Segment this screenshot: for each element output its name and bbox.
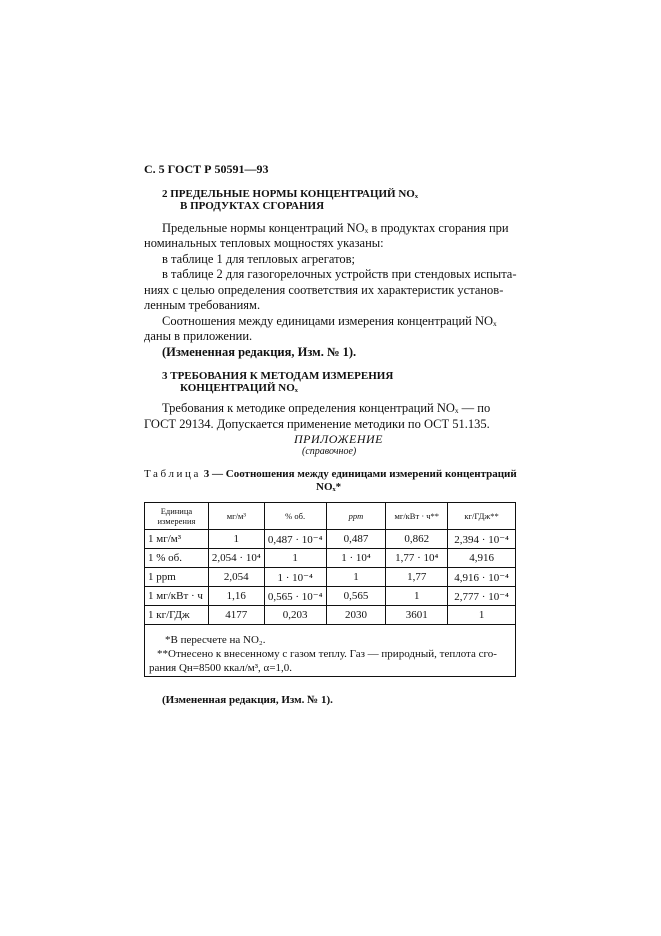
table-cell: 4,916: [448, 549, 516, 568]
section-2-paragraph-line: Предельные нормы концентраций NOₓ в продуктах сгорания при: [162, 221, 509, 235]
table-cell: 0,565 · 10⁻⁴: [264, 587, 326, 606]
table-caption-text: 3 — Соотношения между единицами измерений концентраций: [203, 468, 517, 480]
table-header-cell: мг/кВт · ч**: [386, 503, 448, 530]
section-2-paragraph-line: номинальных тепловых мощностях указаны:: [144, 236, 384, 250]
table-cell: 4177: [208, 606, 264, 625]
appendix-title: ПРИЛОЖЕНИЕ: [294, 432, 383, 446]
units-conversion-table: [144, 502, 516, 625]
appendix-edit-note: (Измененная редакция, Изм. № 1).: [162, 694, 333, 706]
table-cell: 1 мг/м³: [145, 530, 209, 549]
section-3-title-line1: 3 ТРЕБОВАНИЯ К МЕТОДАМ ИЗМЕРЕНИЯ: [162, 370, 394, 382]
table-cell: 0,203: [264, 606, 326, 625]
table-row: [145, 568, 516, 587]
table-row: [145, 549, 516, 568]
table-cell: 1 кг/ГДж: [145, 606, 209, 625]
section-2-title-line2: В ПРОДУКТАХ СГОРАНИЯ: [180, 200, 325, 212]
table-cell: 1: [386, 587, 448, 606]
table-caption-line2: NOₓ*: [316, 481, 342, 493]
table-cell: 1: [448, 606, 516, 625]
table-cell: 1: [326, 568, 386, 587]
section-3-paragraph-line: Требования к методике определения концентраций NOₓ — по: [162, 401, 491, 415]
table-cell: 1,16: [208, 587, 264, 606]
section-2-paragraph-line: ниях с целью определения соответствия их характеристик установ-: [144, 283, 504, 297]
section-2-paragraph-line: в таблице 1 для тепловых агрегатов;: [162, 252, 355, 266]
table-row: [145, 530, 516, 549]
section-2-edit-note: (Измененная редакция, Изм. № 1).: [162, 345, 357, 359]
appendix-subtitle: (справочное): [302, 446, 357, 457]
table-cell: 1: [208, 530, 264, 549]
table-cell: 1 · 10⁻⁴: [264, 568, 326, 587]
table-row: [145, 587, 516, 606]
table-header-cell: % об.: [264, 503, 326, 530]
section-2-paragraph-line: ленным требованиям.: [144, 298, 261, 312]
table-cell: 2,777 · 10⁻⁴: [448, 587, 516, 606]
section-2-paragraph-line: в таблице 2 для газогорелочных устройств при стендовых испыта-: [162, 267, 517, 281]
table-footnotes: [144, 622, 516, 677]
table-cell: 1,77: [386, 568, 448, 587]
table-cell: 4,916 · 10⁻⁴: [448, 568, 516, 587]
table-caption: [144, 468, 516, 480]
table-cell: 0,565: [326, 587, 386, 606]
table-header-cell: ppm: [326, 503, 386, 530]
table-label: Таблица: [144, 468, 201, 480]
footnote-1: *В пересчете на NO₂.: [165, 634, 266, 646]
section-2-title-line1: 2 ПРЕДЕЛЬНЫЕ НОРМЫ КОНЦЕНТРАЦИЙ NOₓ: [162, 188, 419, 200]
table-cell: 2,054: [208, 568, 264, 587]
section-3-paragraph-line: ГОСТ 29134. Допускается применение методики по ОСТ 51.135.: [144, 417, 490, 431]
table-cell: 1 · 10⁴: [326, 549, 386, 568]
table-cell: 1 % об.: [145, 549, 209, 568]
table-header-row: [145, 503, 516, 530]
table-cell: 1,77 · 10⁴: [386, 549, 448, 568]
table-cell: 0,487: [326, 530, 386, 549]
table-header-cell: мг/м³: [208, 503, 264, 530]
table-header-cell: Единица измерения: [145, 503, 209, 530]
table-cell: 1 мг/кВт · ч: [145, 587, 209, 606]
table-header-cell: кг/ГДж**: [448, 503, 516, 530]
table-cell: 2,054 · 10⁴: [208, 549, 264, 568]
table-cell: 0,487 · 10⁻⁴: [264, 530, 326, 549]
table-cell: 2,394 · 10⁻⁴: [448, 530, 516, 549]
section-2-paragraph-line: даны в приложении.: [144, 329, 253, 343]
page-header: С. 5 ГОСТ Р 50591—93: [144, 162, 269, 176]
section-3-title-line2: КОНЦЕНТРАЦИЙ NOₓ: [180, 382, 298, 394]
table-cell: 2030: [326, 606, 386, 625]
table-cell: 1 ppm: [145, 568, 209, 587]
table-cell: 1: [264, 549, 326, 568]
footnote-2-line1: **Отнесено к внесенному с газом теплу. Газ — природный, теплота сго-: [157, 648, 497, 660]
table-cell: 3601: [386, 606, 448, 625]
table-cell: 0,862: [386, 530, 448, 549]
footnote-2-line2: рания Qн=8500 ккал/м³, α=1,0.: [149, 662, 293, 674]
section-2-paragraph-line: Соотношения между единицами измерения концентраций NOₓ: [162, 314, 497, 328]
